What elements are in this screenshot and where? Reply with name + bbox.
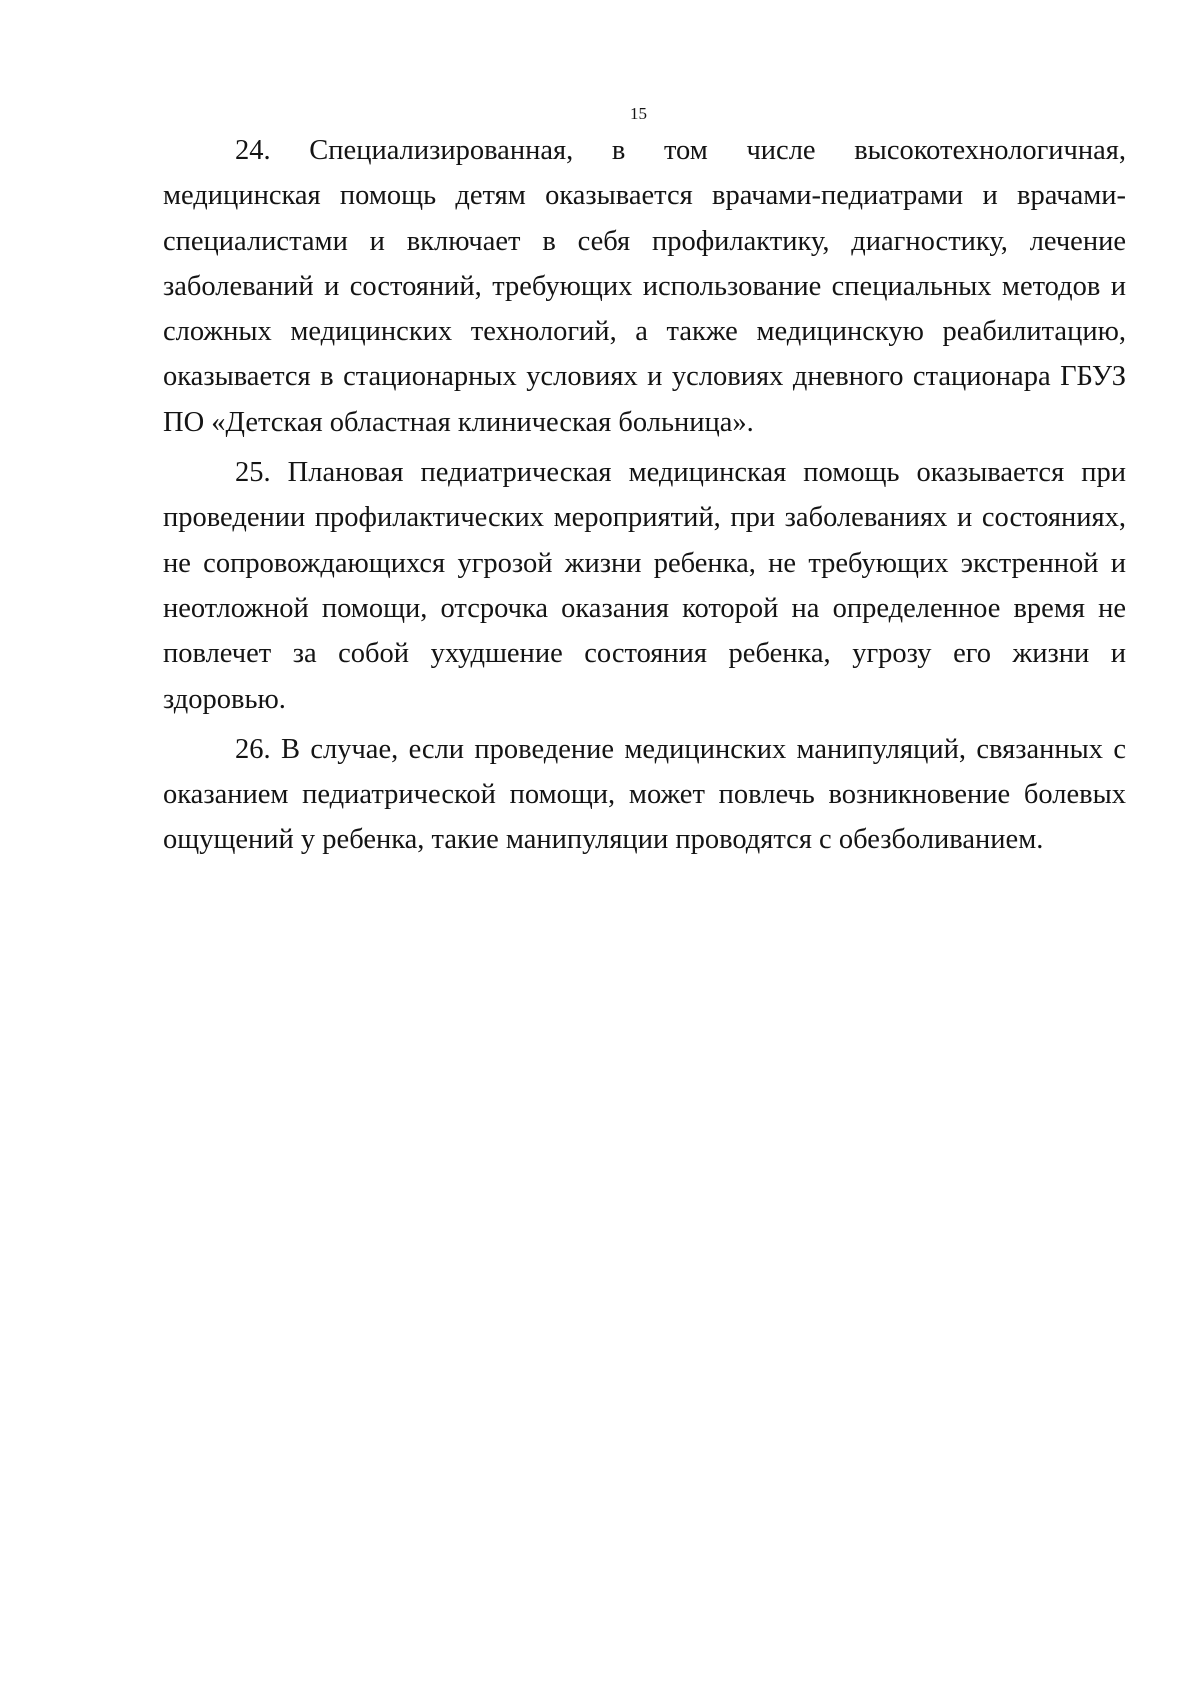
paragraph-26: 26. В случае, если проведение медицинских манипуляций, связанных с оказанием педиатрической помощи, может повлечь возникновение болевых ощущений у ребенка, такие манипуляции проводятся с обезболиванием. [163, 733, 1126, 856]
paragraph-25: 25. Плановая педиатрическая медицинская помощь оказывается при проведении профилактических мероприятий, при заболеваниях и состояниях, не сопровождающихся угрозой жизни ребенка, не требующих экстренной и неотложной помощи, отсрочка оказания которой на определенное время не повлечет за собой ухудшение состояния ребенка, угрозу его жизни и здоровью. [163, 457, 1126, 715]
page-number: 15 [630, 104, 647, 123]
paragraph-24: 24. Специализированная, в том числе высокотехнологичная, медицинская помощь детям оказывается врачами-педиатрами и врачами-специалистами и включает в себя профилактику, диагностику, лечение заболеваний и состояний, требующих использование специальных методов и сложных медицинских технологий, а также медицинскую реабилитацию, оказывается в стационарных условиях и условиях дневного стационара ГБУЗ ПО «Детская областная клиническая больница». [163, 135, 1126, 438]
document-body [163, 128, 1126, 868]
